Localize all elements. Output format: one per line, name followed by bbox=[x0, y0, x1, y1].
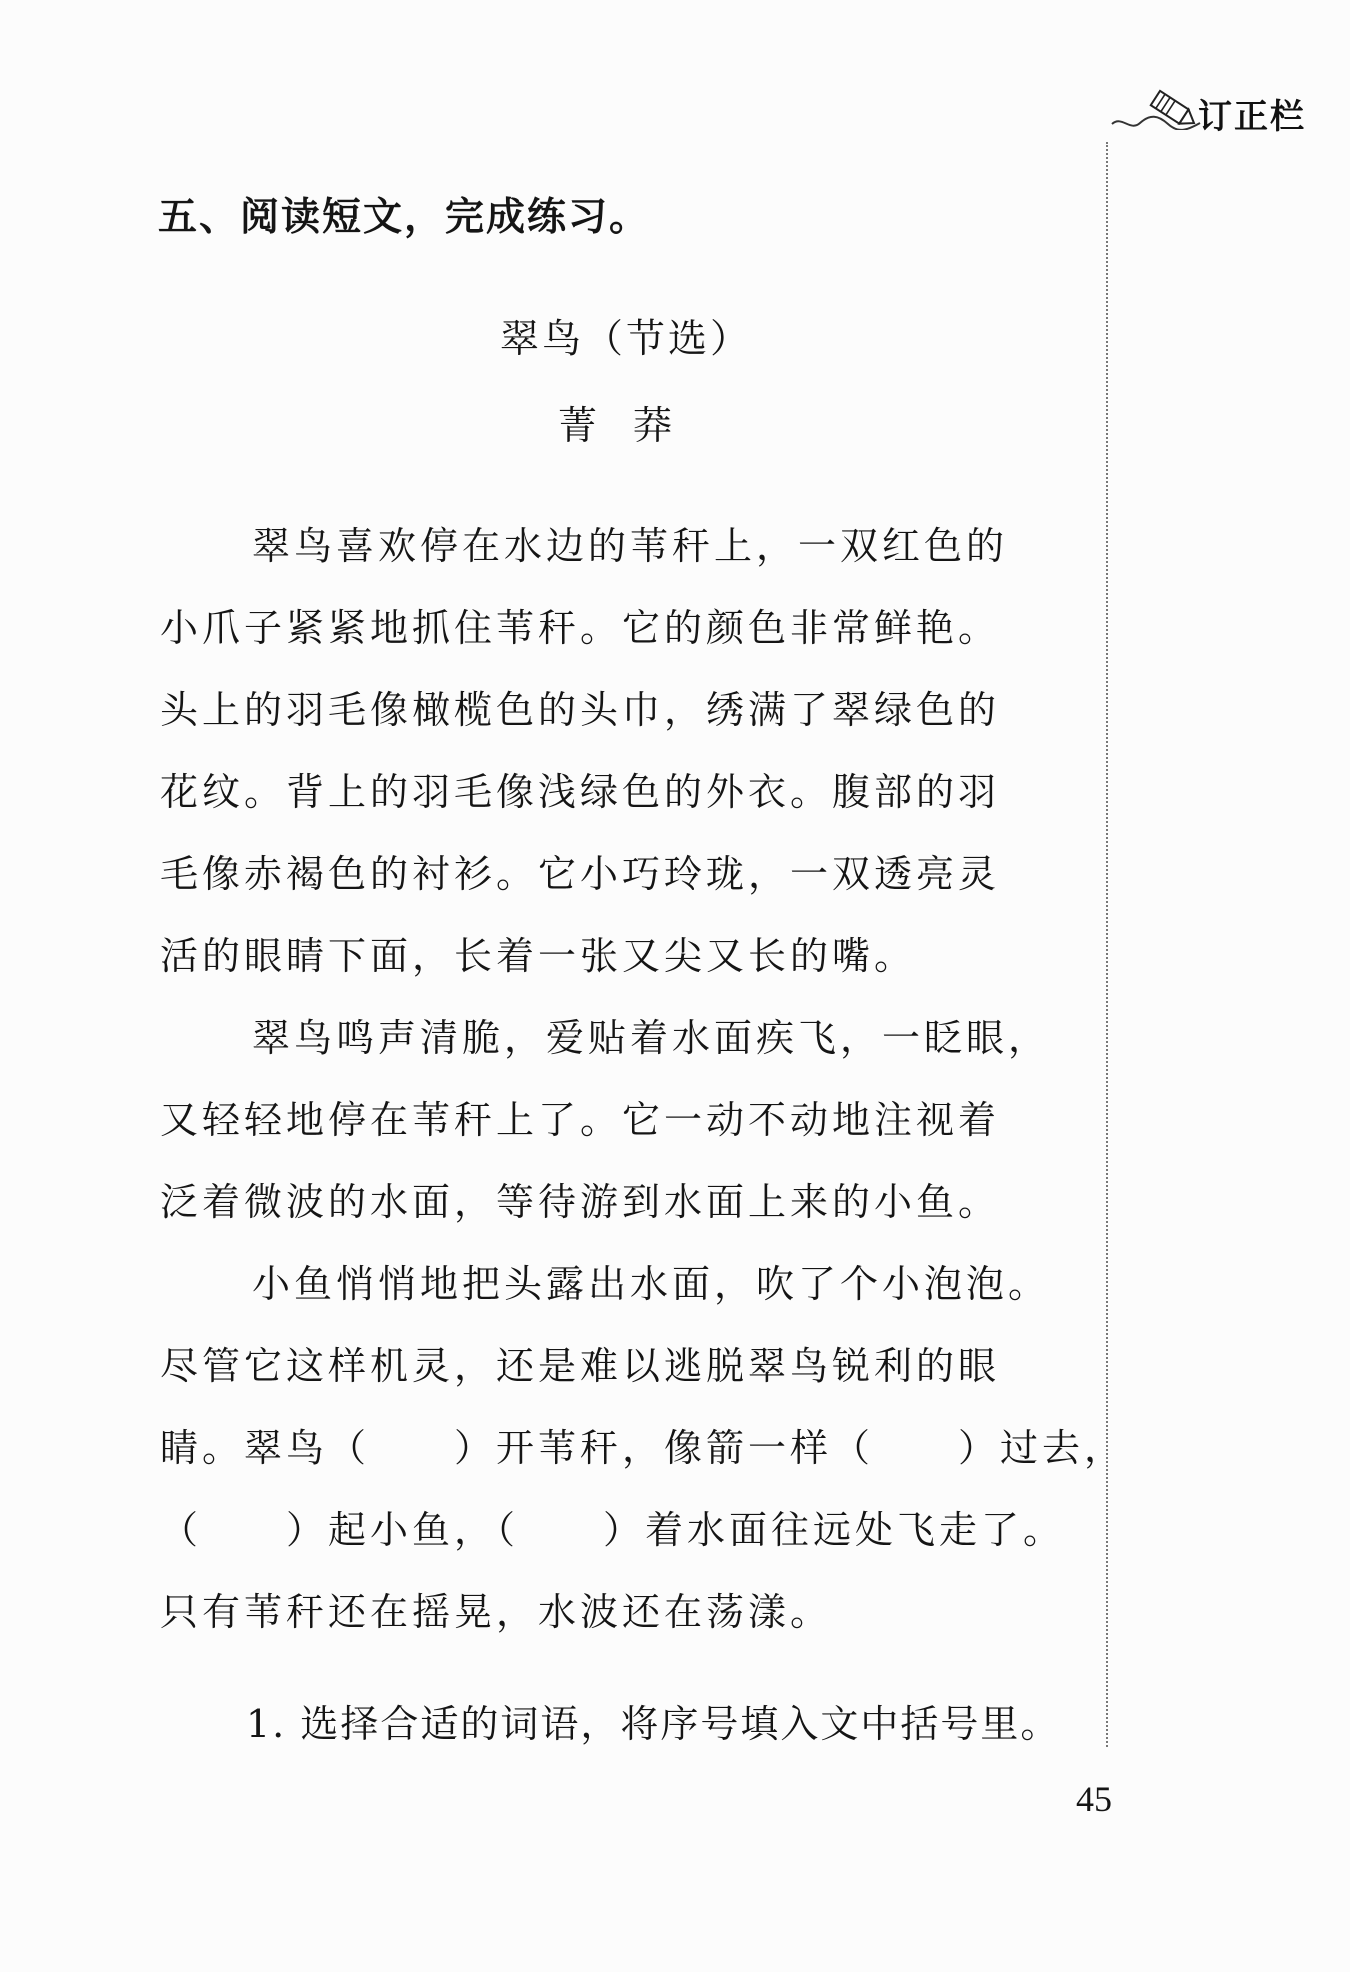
passage-line: 活的眼睛下面，长着一张又尖又长的嘴。 bbox=[160, 934, 917, 978]
passage-line: 小爪子紧紧地抓住苇秆。它的颜色非常鲜艳。 bbox=[160, 606, 1001, 650]
article-title: 翠鸟（节选） bbox=[500, 317, 753, 362]
passage-line: 花纹。背上的羽毛像浅绿色的外衣。腹部的羽 bbox=[160, 770, 1001, 814]
section-heading: 五、阅读短文，完成练习。 bbox=[158, 195, 651, 240]
passage-line: 毛像赤褐色的衬衫。它小巧玲珑，一双透亮灵 bbox=[160, 852, 1001, 896]
author-name: 菁莽 bbox=[558, 404, 709, 449]
passage-line: 小鱼悄悄地把头露出水面，吹了个小泡泡。 bbox=[252, 1262, 1051, 1306]
pencil-icon bbox=[1110, 86, 1202, 130]
passage-line: 又轻轻地停在苇秆上了。它一动不动地注视着 bbox=[160, 1098, 1001, 1142]
correction-column-title: 订正栏 bbox=[1198, 97, 1306, 137]
correction-column-divider bbox=[1106, 142, 1108, 1747]
question-1: 1. 选择合适的词语，将序号填入文中括号里。 bbox=[246, 1702, 1061, 1746]
passage-line: 头上的羽毛像橄榄色的头巾，绣满了翠绿色的 bbox=[160, 688, 1001, 732]
passage-line: 泛着微波的水面，等待游到水面上来的小鱼。 bbox=[160, 1180, 1001, 1224]
passage-line-with-blanks: （ ）起小鱼，（ ）着水面往远处飞走了。 bbox=[160, 1508, 1066, 1552]
passage-line: 只有苇秆还在摇晃，水波还在荡漾。 bbox=[160, 1590, 833, 1634]
passage-line: 翠鸟鸣声清脆，爱贴着水面疾飞，一眨眼， bbox=[252, 1016, 1051, 1060]
passage-line-with-blanks: 睛。翠鸟（ ）开苇秆，像箭一样（ ）过去， bbox=[160, 1426, 1127, 1470]
correction-column-header bbox=[1110, 86, 1350, 136]
passage-line: 翠鸟喜欢停在水边的苇秆上，一双红色的 bbox=[252, 524, 1009, 568]
passage-line: 尽管它这样机灵，还是难以逃脱翠鸟锐利的眼 bbox=[160, 1344, 1001, 1388]
page-number: 45 bbox=[1076, 1779, 1112, 1819]
